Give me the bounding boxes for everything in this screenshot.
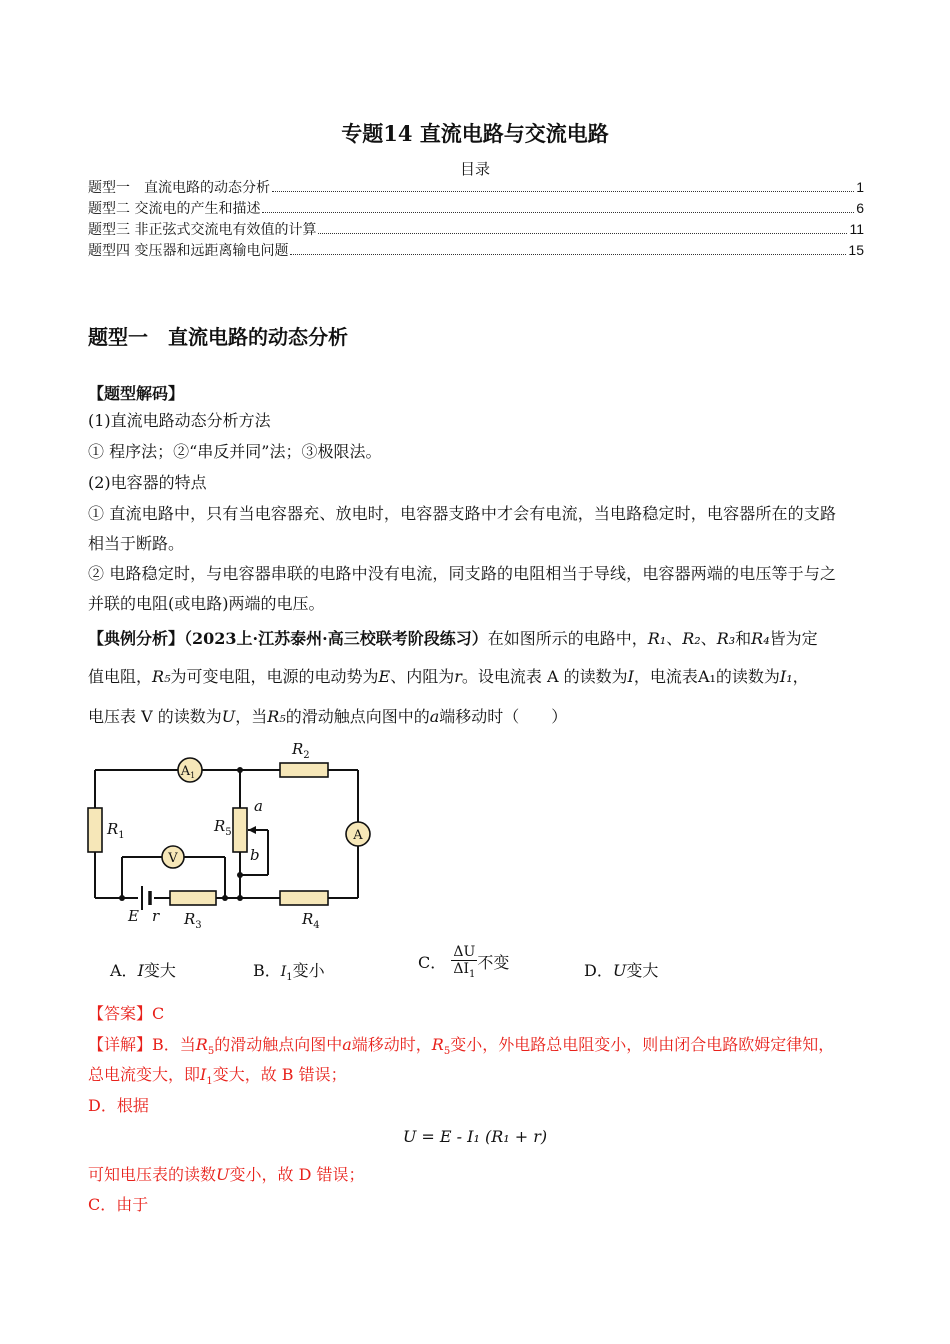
decode-tag: 【题型解码】: [88, 384, 185, 403]
toc-page: 15: [848, 242, 864, 258]
paragraph: ② 电路稳定时，与电容器串联的电路中没有电流，同支路的电阻相当于导线，电容器两端的电压等于与之: [88, 564, 837, 583]
option-sub: 1: [286, 972, 293, 984]
meter-a1-label: $A_1$: [180, 764, 196, 780]
toc-entry[interactable]: [88, 240, 864, 260]
meter-a-label: A: [353, 828, 363, 843]
paragraph: ① 程序法；②“串反并同”法；③极限法。: [88, 442, 382, 461]
text: 变小，外电路总电阻变小，则由闭合电路欧姆定律知，: [450, 1035, 835, 1054]
junction-dot: [119, 895, 125, 901]
example-line: [88, 629, 864, 649]
paragraph: (2)电容器的特点: [88, 473, 207, 492]
slider-arrow-icon: [248, 826, 256, 834]
paragraph: (1)直流电路动态分析方法: [88, 411, 271, 430]
toc-entry[interactable]: [88, 177, 864, 197]
paragraph: ① 直流电路中，只有当电容器充、放电时，电容器支路中才会有电流，当电路稳定时，电容器所在的支路: [88, 504, 837, 523]
text: 电压表 V 的读数为: [88, 707, 222, 726]
text: 的滑动触点向图中的: [285, 707, 430, 726]
paragraph: 并联的电阻(或电路)两端的电压。: [88, 594, 325, 613]
junction-dot: [222, 895, 228, 901]
option-var: I: [137, 961, 144, 980]
junction-dot: [237, 895, 243, 901]
sub: 1: [206, 1076, 213, 1088]
sub: 5: [207, 1046, 215, 1058]
text: 的读数为: [715, 667, 780, 686]
toc-label: 题型二 交流电的产生和描述: [88, 201, 261, 217]
option-letter: D．: [584, 961, 613, 980]
den-sub: 1: [468, 968, 476, 980]
var-r2: R₂: [682, 629, 701, 648]
option-text: 变小: [292, 961, 325, 980]
resistor-r1: [88, 808, 102, 852]
var-i1: I₁: [779, 667, 793, 686]
text: 端移动时，: [351, 1035, 432, 1054]
option-letter: A．: [110, 961, 138, 980]
option-letter: B．: [253, 961, 281, 980]
junction-dot: [237, 767, 243, 773]
paragraph: 相当于断路。: [88, 534, 185, 553]
var-r3: R₃: [716, 629, 736, 648]
detail-tag: 【详解】: [88, 1035, 153, 1054]
text: 可知电压表的读数: [88, 1165, 217, 1184]
toc-leader: [262, 211, 854, 213]
meter-v-label: V: [168, 851, 178, 866]
toc-page: 1: [856, 179, 864, 195]
answer-tag: 【答案】: [88, 1004, 153, 1023]
toc-leader: [318, 232, 847, 234]
text: 皆为定: [769, 629, 818, 648]
label-a: a: [254, 797, 263, 815]
example-tag: 【典例分析】: [88, 629, 185, 648]
answer-value: C: [152, 1004, 165, 1023]
option-c[interactable]: [418, 944, 509, 983]
label-r: r: [152, 907, 160, 925]
var-r1: R₁: [647, 629, 667, 648]
var-a: a: [342, 1035, 352, 1054]
var-a: a: [429, 707, 440, 726]
label-r1: $R_1$: [107, 820, 125, 841]
resistor-r4: [280, 891, 328, 905]
text: 端移动时（ ）: [439, 707, 568, 726]
toc-page: 6: [856, 200, 864, 216]
resistor-r5: [233, 808, 247, 852]
example-source: （2023上·江苏泰州·高三校联考阶段练习）: [184, 629, 488, 648]
resistor-r2: [280, 763, 328, 777]
var-r: R: [195, 1035, 208, 1054]
option-b[interactable]: [253, 958, 325, 983]
toc-label: 题型四 变压器和远距离输电问题: [88, 243, 289, 259]
label-e: E: [128, 907, 139, 925]
text: 总电流变大，即: [88, 1065, 201, 1084]
text: 的滑动触点向图中: [214, 1035, 343, 1054]
label-r5: $R_5$: [214, 817, 232, 838]
label-b: b: [250, 846, 260, 864]
label-r2: $R_2$: [292, 740, 310, 761]
circuit-diagram: [80, 735, 380, 935]
text: ，电流表: [633, 667, 698, 686]
detail-line: C．由于: [88, 1195, 149, 1214]
option-var: I: [280, 964, 287, 980]
den-text: ΔI: [453, 961, 469, 977]
text: 、: [666, 629, 683, 648]
toc-leader: [290, 253, 846, 255]
text: 变大，故 B 错误；: [212, 1065, 347, 1084]
detail-line: [88, 1065, 864, 1092]
junction-dot: [237, 872, 243, 878]
formula: U = E - I₁ (R₁ + r): [402, 1127, 548, 1146]
option-text: 不变: [477, 952, 510, 972]
var-i: I: [627, 667, 634, 686]
text: 、: [700, 629, 717, 648]
toc-heading: 目录: [459, 160, 490, 178]
toc-page: 11: [849, 221, 864, 237]
text: 值电阻，: [88, 667, 153, 686]
detail-line: [88, 1165, 864, 1185]
text: 。设电流表 A 的读数为: [461, 667, 628, 686]
fraction-numerator: ΔU: [451, 944, 477, 961]
resistor-r3: [170, 891, 216, 905]
option-d[interactable]: [584, 958, 658, 981]
option-text: 变大: [626, 961, 659, 980]
option-var: U: [612, 961, 627, 980]
detail-line: D．根据: [88, 1096, 149, 1115]
option-text: 变大: [143, 961, 176, 980]
var-u: U: [221, 707, 236, 726]
var-a1: A₁: [697, 667, 716, 686]
toc-entry[interactable]: [88, 198, 864, 218]
section-heading: 题型一 直流电路的动态分析: [88, 325, 348, 349]
fraction-denominator: [451, 961, 477, 983]
var-r5: R₅: [152, 667, 171, 686]
toc-label: 题型一 直流电路的动态分析: [88, 180, 270, 196]
var-r: R: [431, 1035, 444, 1054]
sub: 5: [443, 1046, 451, 1058]
text: 为可变电阻，电源的电动势为: [170, 667, 379, 686]
text: ，当: [235, 707, 268, 726]
var-r: r: [454, 667, 462, 686]
answer-line: [88, 1004, 864, 1024]
fraction: [451, 944, 477, 983]
toc-entry[interactable]: [88, 219, 864, 239]
text: 和: [735, 629, 752, 648]
text: 、内阻为: [390, 667, 455, 686]
toc-label: 题型三 非正弦式交流电有效值的计算: [88, 222, 317, 238]
toc-leader: [272, 190, 854, 192]
var-e: E: [378, 667, 391, 686]
label-r4: $R_4$: [302, 910, 320, 931]
var-r5: R₅: [267, 707, 286, 726]
text: B．当: [152, 1035, 196, 1054]
text: 在如图所示的电路中，: [487, 629, 648, 648]
text: 变小，故 D 错误；: [229, 1165, 365, 1184]
text: ，: [792, 667, 809, 686]
example-line: [88, 667, 864, 687]
example-line: [88, 707, 864, 727]
var-i: I: [200, 1065, 207, 1084]
document-title: 专题14 直流电路与交流电路: [341, 121, 609, 146]
var-r4: R₄: [751, 629, 770, 648]
option-a[interactable]: [110, 958, 176, 981]
label-r3: $R_3$: [184, 910, 202, 931]
var-u: U: [216, 1165, 230, 1184]
detail-line: [88, 1035, 864, 1062]
option-letter: C．: [418, 952, 447, 972]
